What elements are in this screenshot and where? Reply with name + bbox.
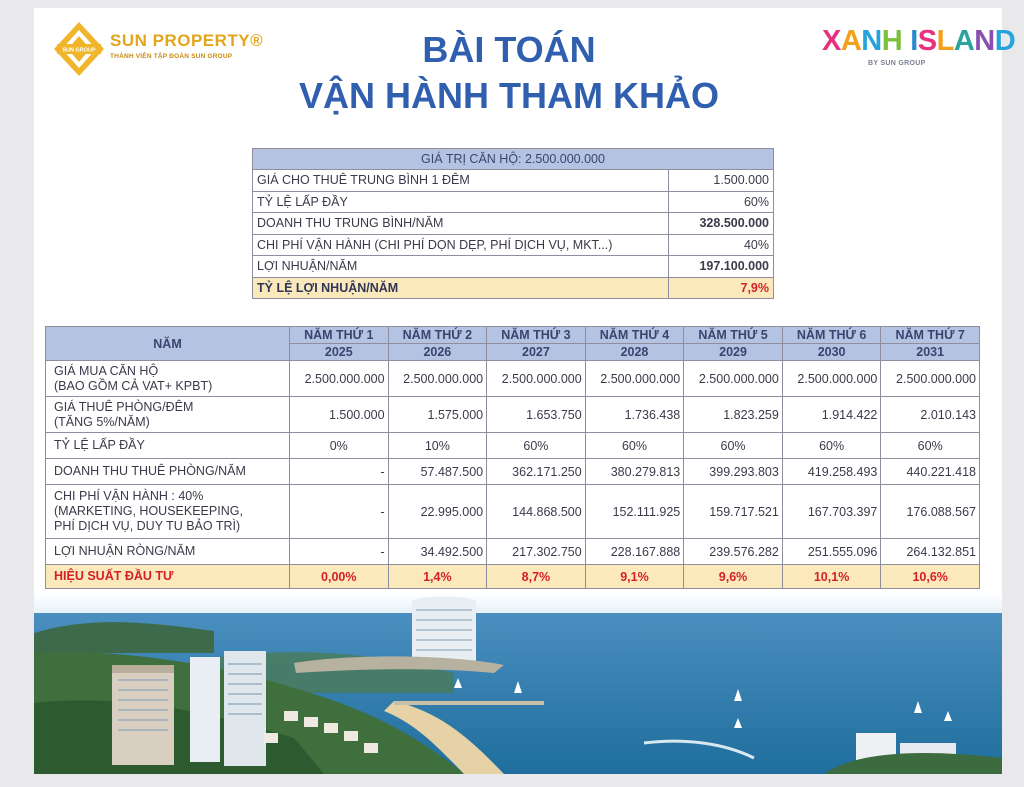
summary-row xyxy=(253,170,774,192)
table-cell: 144.868.500 xyxy=(487,485,586,539)
year-number: 2027 xyxy=(487,344,586,361)
summary-label: LỢI NHUẬN/NĂM xyxy=(253,256,669,278)
row-label: CHI PHÍ VẬN HÀNH : 40% (MARKETING, HOUSEKEEPING, PHÍ DỊCH VỤ, DUY TU BẢO TRÌ) xyxy=(46,485,290,539)
row-label: TỶ LỆ LẤP ĐẦY xyxy=(46,433,290,459)
summary-row xyxy=(253,191,774,213)
table-cell: - xyxy=(290,459,389,485)
sun-group-emblem-icon xyxy=(52,20,106,78)
page-title-line-1: BÀI TOÁN xyxy=(422,29,596,70)
sun-property-logo xyxy=(52,18,264,80)
table-row-occupancy xyxy=(46,433,980,459)
table-cell: 2.500.000.000 xyxy=(782,361,881,397)
row-label: DOANH THU THUÊ PHÒNG/NĂM xyxy=(46,459,290,485)
summary-label: CHI PHÍ VẬN HÀNH (CHI PHÍ DỌN DẸP, PHÍ DỊCH VỤ, MKT...) xyxy=(253,234,669,256)
table-cell: 8,7% xyxy=(487,565,586,589)
year-number: 2028 xyxy=(585,344,684,361)
table-cell: 60% xyxy=(487,433,586,459)
table-cell: 264.132.851 xyxy=(881,539,980,565)
table-cell: 0,00% xyxy=(290,565,389,589)
year-label: NĂM THỨ 2 xyxy=(388,327,487,344)
summary-value: 40% xyxy=(669,234,774,256)
table-cell: - xyxy=(290,539,389,565)
table-cell: 1.823.259 xyxy=(684,397,783,433)
year-label: NĂM THỨ 6 xyxy=(782,327,881,344)
summary-header-cell: GIÁ TRỊ CĂN HỘ: 2.500.000.000 xyxy=(253,149,774,170)
table-cell: 1.914.422 xyxy=(782,397,881,433)
yearly-operation-table xyxy=(45,326,980,589)
table-cell: 2.500.000.000 xyxy=(684,361,783,397)
table-cell: 176.088.567 xyxy=(881,485,980,539)
table-row-operating-cost xyxy=(46,485,980,539)
table-cell: 1,4% xyxy=(388,565,487,589)
table-row-purchase-price xyxy=(46,361,980,397)
year-number: 2030 xyxy=(782,344,881,361)
table-cell: 2.500.000.000 xyxy=(487,361,586,397)
table-cell: 2.010.143 xyxy=(881,397,980,433)
year-label: NĂM THỨ 4 xyxy=(585,327,684,344)
summary-value: 7,9% xyxy=(669,277,774,299)
table-cell: 251.555.096 xyxy=(782,539,881,565)
summary-label: GIÁ CHO THUÊ TRUNG BÌNH 1 ĐÊM xyxy=(253,170,669,192)
table-cell: 10,1% xyxy=(782,565,881,589)
resort-illustration xyxy=(34,593,1002,774)
year-label: NĂM THỨ 5 xyxy=(684,327,783,344)
table-cell: 159.717.521 xyxy=(684,485,783,539)
table-cell: - xyxy=(290,485,389,539)
xanh-island-tagline: BY SUN GROUP xyxy=(868,60,926,67)
year-label: NĂM THỨ 1 xyxy=(290,327,389,344)
presentation-slide xyxy=(34,8,1016,774)
sun-property-name: SUN PROPERTY® xyxy=(110,31,264,50)
year-number: 2026 xyxy=(388,344,487,361)
table-cell: 10% xyxy=(388,433,487,459)
table-cell: 380.279.813 xyxy=(585,459,684,485)
table-cell: 60% xyxy=(782,433,881,459)
row-label: GIÁ THUÊ PHÒNG/ĐÊM (TĂNG 5%/NĂM) xyxy=(46,397,290,433)
summary-value: 197.100.000 xyxy=(669,256,774,278)
year-label: NĂM THỨ 7 xyxy=(881,327,980,344)
table-row-room-rate xyxy=(46,397,980,433)
table-cell: 2.500.000.000 xyxy=(881,361,980,397)
table-cell: 9,1% xyxy=(585,565,684,589)
table-cell: 22.995.000 xyxy=(388,485,487,539)
table-cell: 60% xyxy=(881,433,980,459)
table-cell: 440.221.418 xyxy=(881,459,980,485)
year-label: NĂM THỨ 3 xyxy=(487,327,586,344)
row-label: HIỆU SUẤT ĐẦU TƯ xyxy=(46,565,290,589)
year-number: 2031 xyxy=(881,344,980,361)
row-label: GIÁ MUA CĂN HỘ (BAO GỒM CẢ VAT+ KPBT) xyxy=(46,361,290,397)
table-row-net-profit xyxy=(46,539,980,565)
table-cell: 2.500.000.000 xyxy=(585,361,684,397)
table-cell: 0% xyxy=(290,433,389,459)
year-column-header: NĂM xyxy=(46,327,290,361)
table-cell: 167.703.397 xyxy=(782,485,881,539)
year-number: 2025 xyxy=(290,344,389,361)
table-cell: 152.111.925 xyxy=(585,485,684,539)
page-title-line-2: VẬN HÀNH THAM KHẢO xyxy=(299,75,719,116)
table-cell: 217.302.750 xyxy=(487,539,586,565)
apartment-value-summary-table xyxy=(252,148,774,299)
table-cell: 9,6% xyxy=(684,565,783,589)
table-cell: 239.576.282 xyxy=(684,539,783,565)
table-cell: 2.500.000.000 xyxy=(388,361,487,397)
resort-aerial-photo xyxy=(34,593,1002,774)
table-cell: 60% xyxy=(585,433,684,459)
table-cell: 399.293.803 xyxy=(684,459,783,485)
summary-value: 328.500.000 xyxy=(669,213,774,235)
summary-label: TỶ LỆ LỢI NHUẬN/NĂM xyxy=(253,277,669,299)
table-cell: 1.653.750 xyxy=(487,397,586,433)
year-label-header-row xyxy=(46,327,980,344)
summary-label: TỶ LỆ LẤP ĐẦY xyxy=(253,191,669,213)
table-cell: 60% xyxy=(684,433,783,459)
summary-row xyxy=(253,213,774,235)
table-row-revenue xyxy=(46,459,980,485)
xanh-island-logo xyxy=(822,24,1016,76)
table-cell: 362.171.250 xyxy=(487,459,586,485)
summary-header-row xyxy=(253,149,774,170)
table-row-investment-yield xyxy=(46,565,980,589)
sun-group-badge-text: SUN GROUP xyxy=(62,47,96,54)
table-cell: 10,6% xyxy=(881,565,980,589)
summary-row xyxy=(253,234,774,256)
xanh-island-wordmark: XANH ISLAND xyxy=(822,25,1016,57)
table-cell: 228.167.888 xyxy=(585,539,684,565)
table-cell: 2.500.000.000 xyxy=(290,361,389,397)
table-cell: 57.487.500 xyxy=(388,459,487,485)
table-cell: 419.258.493 xyxy=(782,459,881,485)
year-number: 2029 xyxy=(684,344,783,361)
table-cell: 1.575.000 xyxy=(388,397,487,433)
sun-property-tagline: THÀNH VIÊN TẬP ĐOÀN SUN GROUP xyxy=(110,53,233,60)
summary-value: 60% xyxy=(669,191,774,213)
summary-row xyxy=(253,256,774,278)
summary-value: 1.500.000 xyxy=(669,170,774,192)
table-cell: 1.736.438 xyxy=(585,397,684,433)
table-cell: 1.500.000 xyxy=(290,397,389,433)
summary-label: DOANH THU TRUNG BÌNH/NĂM xyxy=(253,213,669,235)
summary-profit-ratio-row xyxy=(253,277,774,299)
table-cell: 34.492.500 xyxy=(388,539,487,565)
row-label: LỢI NHUẬN RÒNG/NĂM xyxy=(46,539,290,565)
